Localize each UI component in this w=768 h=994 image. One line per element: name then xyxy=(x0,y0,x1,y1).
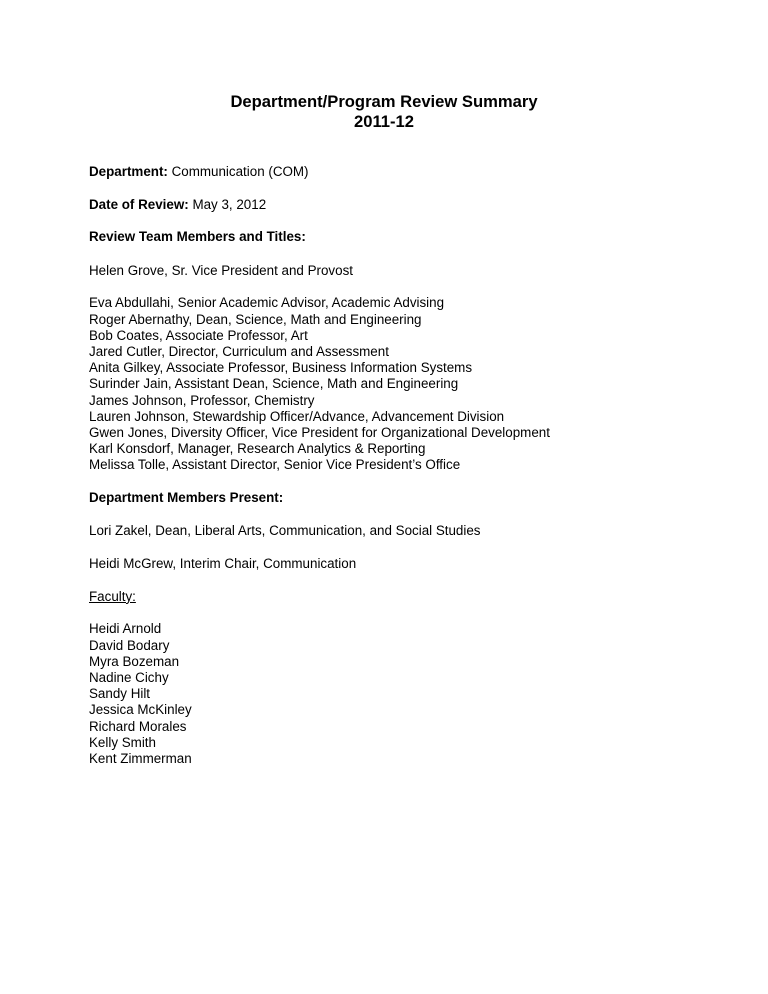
review-team-member: Gwen Jones, Diversity Officer, Vice President for Organizational Development xyxy=(89,424,550,440)
faculty-heading: Faculty: xyxy=(89,588,136,604)
review-date-label: Date of Review: xyxy=(89,196,189,212)
document-year: 2011-12 xyxy=(354,111,414,131)
review-team-member: James Johnson, Professor, Chemistry xyxy=(89,392,315,408)
review-team-member: Bob Coates, Associate Professor, Art xyxy=(89,327,308,343)
review-team-member: Karl Konsdorf, Manager, Research Analytics & Reporting xyxy=(89,441,426,457)
document-body xyxy=(89,164,709,784)
faculty-member: Heidi Arnold xyxy=(89,621,162,637)
department-row xyxy=(89,164,709,180)
review-date-row xyxy=(89,197,709,213)
department-value: Communication (COM) xyxy=(171,164,309,179)
chair-line: Heidi McGrew, Interim Chair, Communication xyxy=(89,555,357,571)
review-date-value: May 3, 2012 xyxy=(192,196,267,212)
document-title: Department/Program Review Summary xyxy=(230,92,538,111)
faculty-list xyxy=(89,621,709,767)
dean-line: Lori Zakel, Dean, Liberal Arts, Communication, and Social Studies xyxy=(89,523,481,539)
review-team-member: Roger Abernathy, Dean, Science, Math and Engineering xyxy=(89,311,422,327)
review-team-member: Melissa Tolle, Assistant Director, Senior Vice President’s Office xyxy=(89,457,461,473)
faculty-member: Myra Bozeman xyxy=(89,653,180,669)
department-members-heading: Department Members Present: xyxy=(89,490,284,506)
faculty-member: Kelly Smith xyxy=(89,734,156,750)
review-team-member: Anita Gilkey, Associate Professor, Business Information Systems xyxy=(89,360,473,376)
department-label: Department: xyxy=(89,164,168,179)
faculty-member: Richard Morales xyxy=(89,718,187,734)
review-team-member: Lauren Johnson, Stewardship Officer/Advance, Advancement Division xyxy=(89,408,505,424)
review-team-member: Surinder Jain, Assistant Dean, Science, Math and Engineering xyxy=(89,376,459,392)
faculty-member: Sandy Hilt xyxy=(89,686,151,702)
review-team-heading: Review Team Members and Titles: xyxy=(89,229,306,245)
faculty-member: Jessica McKinley xyxy=(89,702,192,718)
review-team-member: Jared Cutler, Director, Curriculum and Assessment xyxy=(89,343,389,359)
review-team-member: Eva Abdullahi, Senior Academic Advisor, Academic Advising xyxy=(89,295,445,311)
review-team-lead: Helen Grove, Sr. Vice President and Provost xyxy=(89,262,353,278)
review-team-list xyxy=(89,295,709,473)
faculty-member: Kent Zimmerman xyxy=(89,750,192,766)
faculty-member: David Bodary xyxy=(89,637,170,653)
faculty-member: Nadine Cichy xyxy=(89,669,169,685)
title-block xyxy=(0,92,768,131)
